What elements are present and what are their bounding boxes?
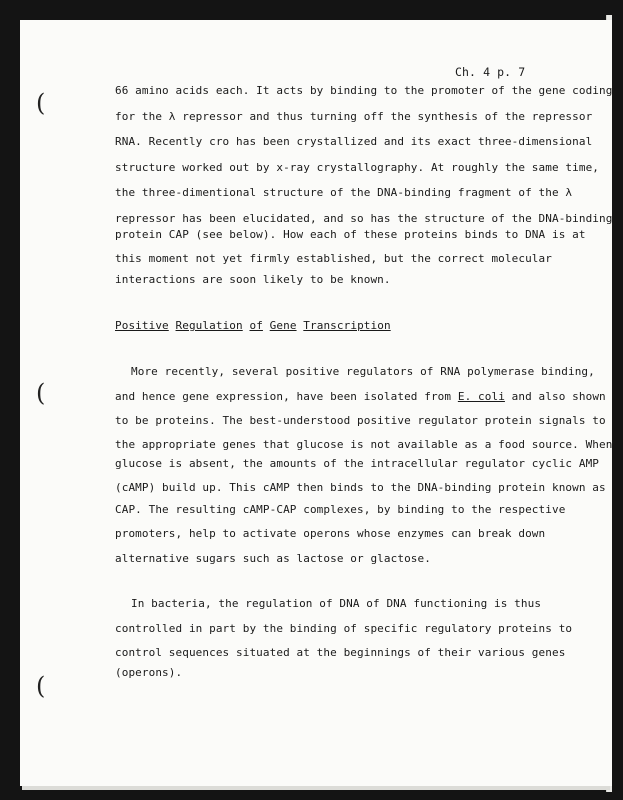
heading-word: Gene: [269, 319, 297, 332]
paragraph2-line-5: glucose is absent, the amounts of the intracellular regulator cyclic AMP: [115, 457, 600, 470]
paragraph2-line-4: the appropriate genes that glucose is not available as a food source. When: [115, 438, 613, 451]
paragraph1-line-6: repressor has been elucidated, and so has the structure of the DNA-binding: [115, 212, 613, 225]
paragraph3-line-3: control sequences situated at the beginnings of their various genes: [115, 646, 566, 659]
paragraph3-line-1: In bacteria, the regulation of DNA of DNA functioning is thus: [131, 597, 542, 610]
heading-word: Transcription: [303, 319, 391, 332]
paragraph2-line-9: alternative sugars such as lactose or glactose.: [115, 552, 431, 565]
paragraph1-line-2: for the λ repressor and thus turning off the synthesis of the repressor: [115, 110, 593, 123]
paragraph1-line-1: 66 amino acids each. It acts by binding to the promoter of the gene coding: [115, 84, 613, 97]
heading-word: Regulation: [175, 319, 243, 332]
binder-hole-top: (: [36, 89, 46, 117]
page-edge-bottom: [22, 786, 610, 790]
paragraph1-line-3: RNA. Recently cro has been crystallized and its exact three-dimensional: [115, 135, 593, 148]
heading-word: of: [249, 319, 263, 332]
paragraph1-line-8: this moment not yet firmly established, but the correct molecular: [115, 252, 552, 265]
paragraph3-line-2: controlled in part by the binding of specific regulatory proteins to: [115, 622, 573, 635]
paragraph1-line-9: interactions are soon likely to be known.: [115, 273, 391, 286]
paragraph2-line-2: [115, 390, 606, 403]
paragraph2-line-3: to be proteins. The best-understood positive regulator protein signals to: [115, 414, 606, 427]
paragraph2-line-6: (cAMP) build up. This cAMP then binds to the DNA-binding protein known as: [115, 481, 606, 494]
binder-hole-bottom: (: [36, 672, 46, 700]
paragraph2-line-8: promoters, help to activate operons whose enzymes can break down: [115, 527, 546, 540]
paragraph1-line-4: structure worked out by x-ray crystallography. At roughly the same time,: [115, 161, 600, 174]
paragraph1-line-5: the three-dimentional structure of the DNA-binding fragment of the λ: [115, 186, 573, 199]
paragraph3-line-4: (operons).: [115, 666, 183, 679]
paragraph2-line-2-start: and hence gene expression, have been isolated from: [115, 390, 458, 403]
section-heading: [115, 319, 391, 332]
page-header: Ch. 4 p. 7: [455, 65, 526, 79]
paragraph2-line-7: CAP. The resulting cAMP-CAP complexes, by binding to the respective: [115, 503, 566, 516]
species-name: E. coli: [457, 390, 505, 403]
binder-hole-middle: (: [36, 379, 46, 407]
paragraph1-line-7: protein CAP (see below). How each of these proteins binds to DNA is at: [115, 228, 586, 241]
paragraph2-line-1: More recently, several positive regulators of RNA polymerase binding,: [131, 365, 595, 378]
heading-word: Positive: [115, 319, 169, 332]
paragraph2-line-2-end: and also shown: [504, 390, 606, 403]
